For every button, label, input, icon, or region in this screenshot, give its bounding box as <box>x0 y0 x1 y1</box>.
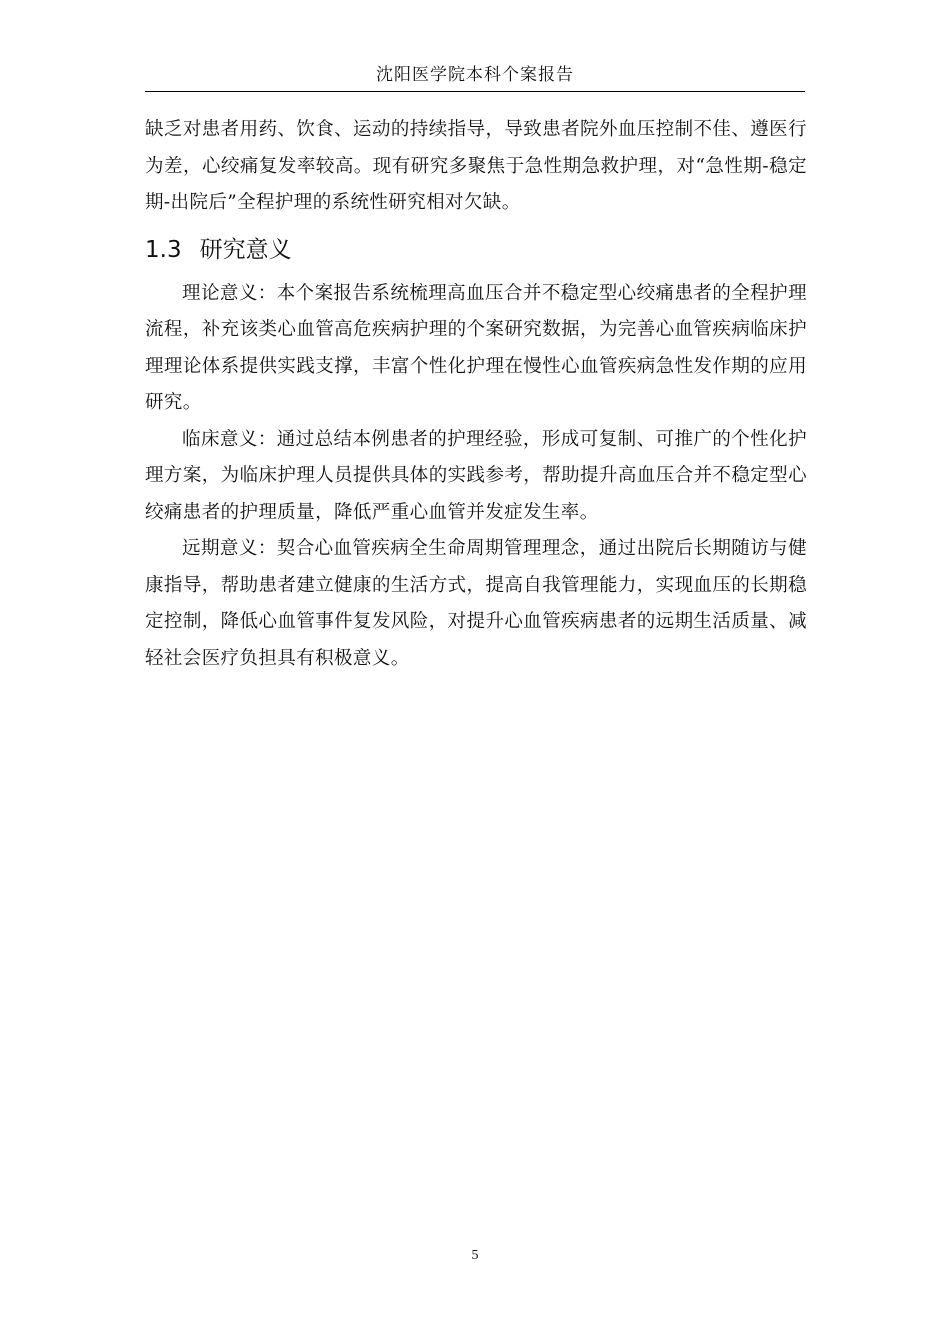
clinical-significance-paragraph: 临床意义：通过总结本例患者的护理经验，形成可复制、可推广的个性化护理方案，为临床护理人员提供具体的实践参考，帮助提升高血压合并不稳定型心绞痛患者的护理质量，降低严重心血管并发症发生率。 <box>145 428 807 523</box>
long-term-significance-paragraph: 远期意义：契合心血管疾病全生命周期管理理念，通过出院后长期随访与健康指导，帮助患者建立健康的生活方式，提高自我管理能力，实现血压的长期稳定控制，降低心血管事件复发风险，对提升心血管疾病患者的远期生活质量、减轻社会医疗负担具有积极意义。 <box>145 538 807 669</box>
section-number: 1.3 <box>145 236 182 263</box>
section-heading <box>145 230 807 270</box>
header-divider <box>145 91 805 92</box>
continuation-paragraph: 缺乏对患者用药、饮食、运动的持续指导，导致患者院外血压控制不佳、遵医行为差，心绞痛复发率较高。现有研究多聚焦于急性期急救护理，对“急性期-稳定期-出院后”全程护理的系统性研究相对欠缺。 <box>145 119 807 213</box>
page-body <box>145 112 807 677</box>
theoretical-significance-paragraph: 理论意义：本个案报告系统梳理高血压合并不稳定型心绞痛患者的全程护理流程，补充该类心血管高危疾病护理的个案研究数据，为完善心血管疾病临床护理理论体系提供实践支撑，丰富个性化护理在慢性心血管疾病急性发作期的应用研究。 <box>145 282 807 413</box>
section-title: 研究意义 <box>199 236 292 263</box>
page-number: 5 <box>471 1248 479 1263</box>
running-header: 沈阳医学院本科个案报告 <box>376 65 574 85</box>
